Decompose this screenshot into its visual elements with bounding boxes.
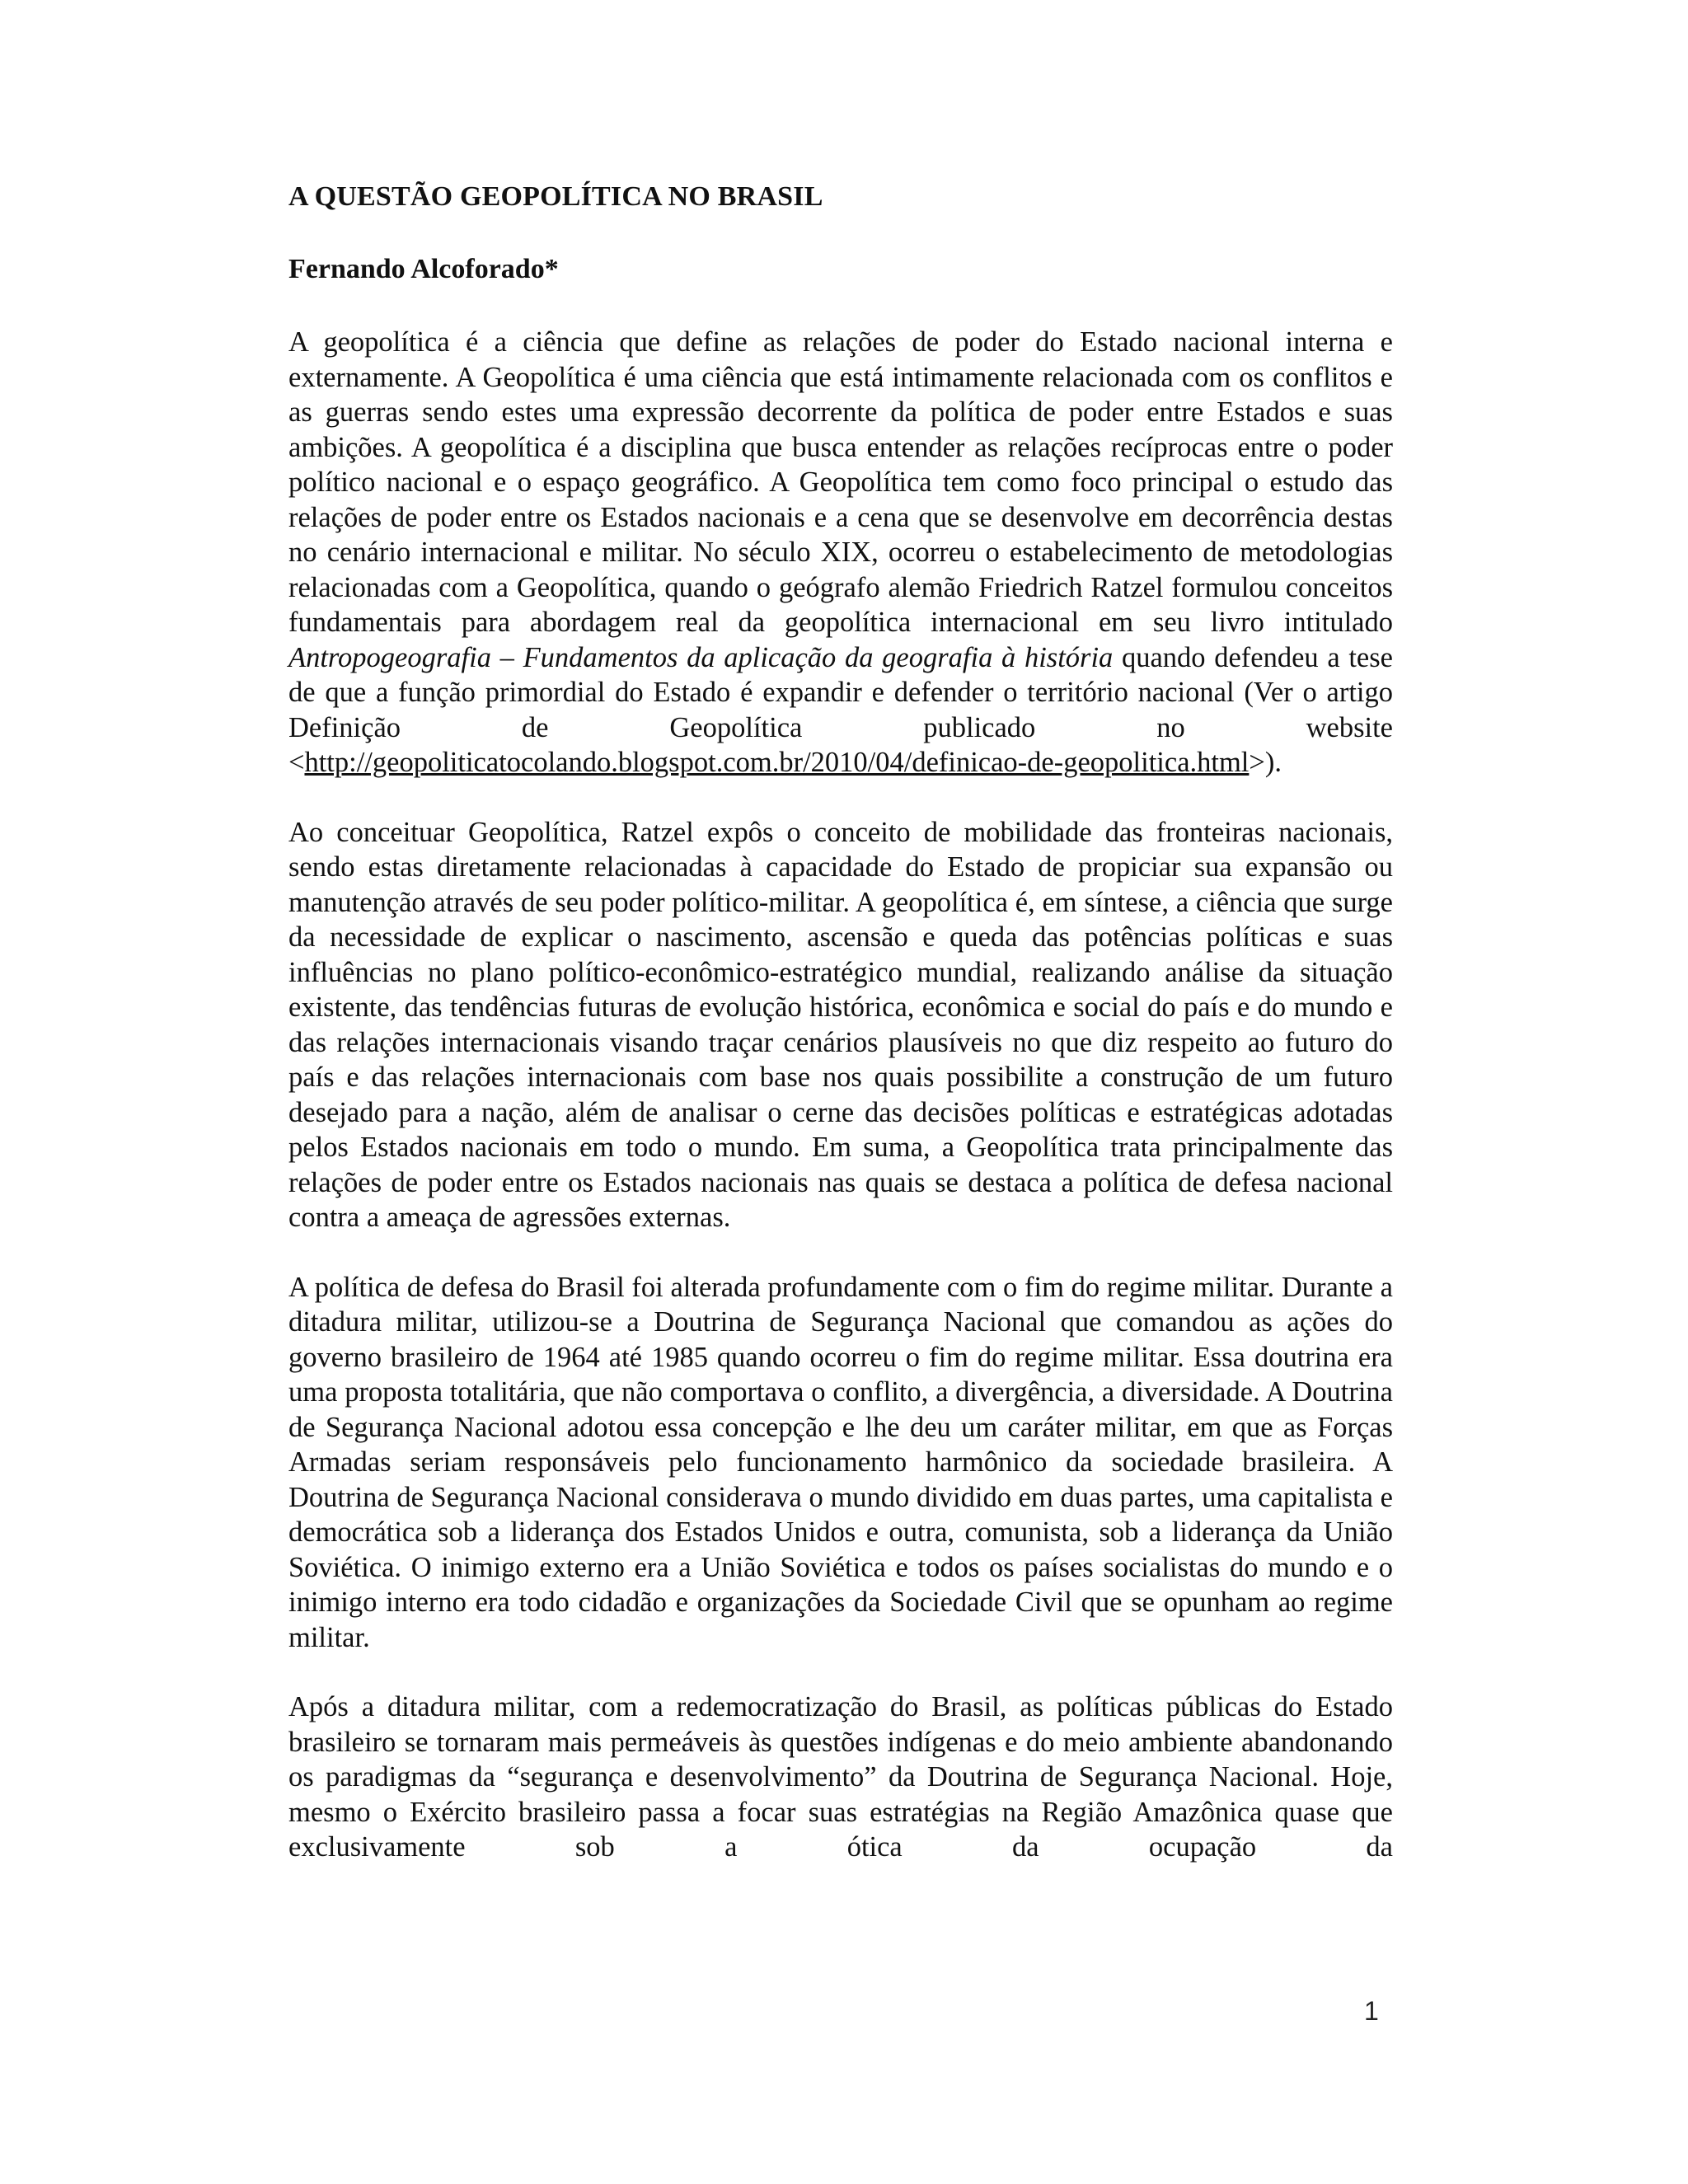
paragraph-4: Após a ditadura militar, com a redemocratização do Brasil, as políticas públicas do Estado brasileiro se tornaram mais permeáveis às questões indígenas e do meio ambiente abandonando os paradigmas da “segurança e desenvolvimento” da Doutrina de Segurança Nacional. Hoje, mesmo o Exército brasileiro passa a focar suas estratégias na Região Amazônica quase que exclusivamente sob a ótica da ocupação da — [288, 1691, 1393, 1863]
page-number: 1 — [1364, 1996, 1379, 2026]
document-page — [288, 181, 1393, 1900]
article-link[interactable]: http://geopoliticatocolando.blogspot.com.br/2010/04/definicao-de-geopolitica.html — [304, 747, 1250, 778]
paragraph-1-text-b: quando defendeu a tese de que a função primordial do Estado é expandir e defender o território nacional (Ver o artigo Definição de Geopolítica publicado no website < — [288, 641, 1393, 778]
paragraph-3: A política de defesa do Brasil foi alterada profundamente com o fim do regime militar. Durante a ditadura militar, utilizou-se a Doutrina de Segurança Nacional que comandou as ações do governo brasileiro de 1964 até 1985 quando ocorreu o fim do regime militar. Essa doutrina era uma proposta totalitária, que não comportava o conflito, a divergência, a diversidade. A Doutrina de Segurança Nacional adotou essa concepção e lhe deu um caráter militar, em que as Forças Armadas seriam responsáveis pelo funcionamento harmônico da sociedade brasileira. A Doutrina de Segurança Nacional considerava o mundo dividido em duas partes, uma capitalista e democrática sob a liderança dos Estados Unidos e outra, comunista, sob a liderança da União Soviética. O inimigo externo era a União Soviética e todos os países socialistas do mundo e o inimigo interno era todo cidadão e organizações da Sociedade Civil que se opunham ao regime militar. — [288, 1271, 1393, 1653]
document-title: A QUESTÃO GEOPOLÍTICA NO BRASIL — [288, 181, 823, 212]
book-title: Antropogeografia – Fundamentos da aplicação da geografia à história — [288, 641, 1114, 673]
paragraph-1 — [288, 325, 1393, 780]
paragraph-1-text-a: A geopolítica é a ciência que define as relações de poder do Estado nacional interna e externamente. A Geopolítica é uma ciência que está intimamente relacionada com os conflitos e as guerras sendo estes uma expressão decorrente da política de poder entre Estados e suas ambições. A geopolítica é a disciplina que busca entender as relações recíprocas entre o poder político nacional e o espaço geográfico. A Geopolítica tem como foco principal o estudo das relações de poder entre os Estados nacionais e a cena que se desenvolve em decorrência destas no cenário internacional e militar. No século XIX, ocorreu o estabelecimento de metodologias relacionadas com a Geopolítica, quando o geógrafo alemão Friedrich Ratzel formulou conceitos fundamentais para abordagem real da geopolítica internacional em seu livro intitulado — [288, 326, 1393, 638]
author-name: Fernando Alcoforado* — [288, 254, 559, 284]
paragraph-1-text-c: >). — [1249, 747, 1282, 778]
paragraph-2: Ao conceituar Geopolítica, Ratzel expôs o conceito de mobilidade das fronteiras nacionais, sendo estas diretamente relacionadas à capacidade do Estado de propiciar sua expansão ou manutenção através de seu poder político-militar. A geopolítica é, em síntese, a ciência que surge da necessidade de explicar o nascimento, ascensão e queda das potências políticas e suas influências no plano político-econômico-estratégico mundial, realizando análise da situação existente, das tendências futuras de evolução histórica, econômica e social do país e do mundo e das relações internacionais visando traçar cenários plausíveis no que diz respeito ao futuro do país e das relações internacionais com base nos quais possibilite a construção de um futuro desejado para a nação, além de analisar o cerne das decisões políticas e estratégicas adotadas pelos Estados nacionais em todo o mundo. Em suma, a Geopolítica trata principalmente das relações de poder entre os Estados nacionais nas quais se destaca a política de defesa nacional contra a ameaça de agressões externas. — [288, 816, 1393, 1233]
